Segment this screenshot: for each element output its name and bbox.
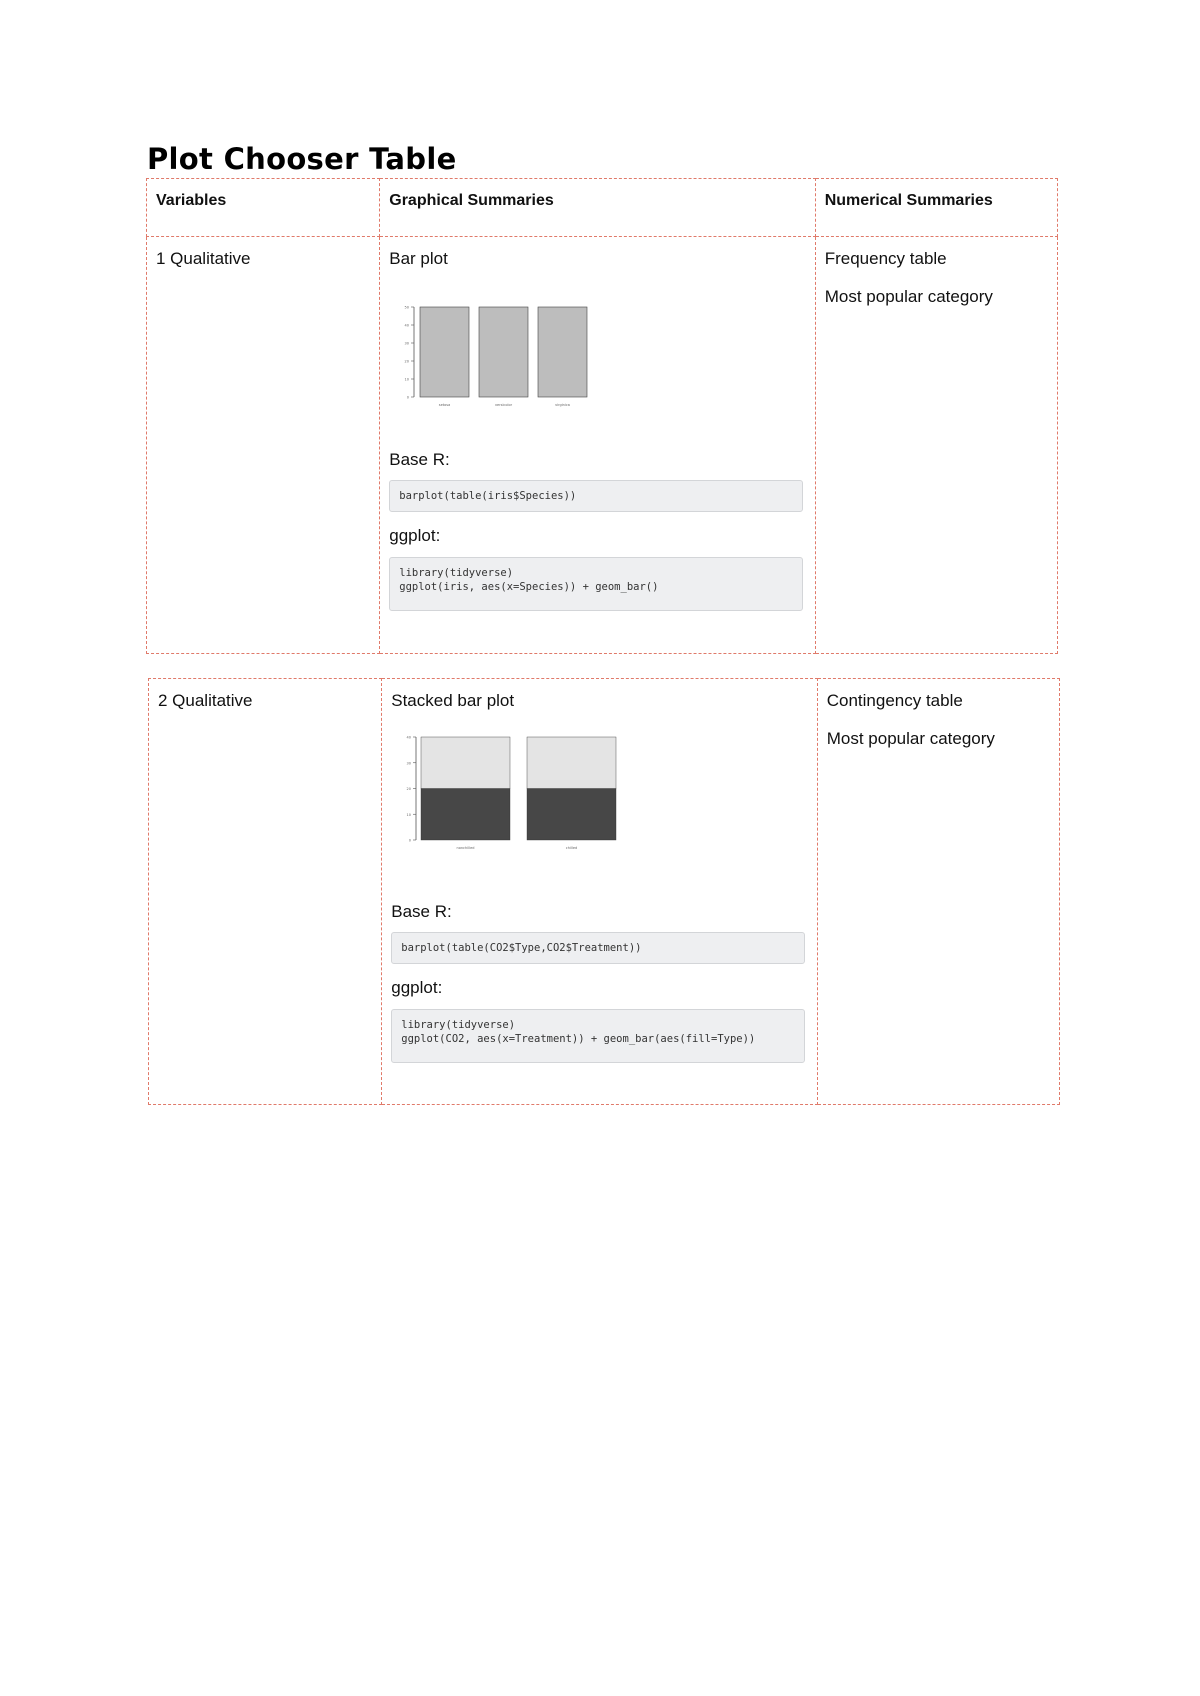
plot-thumbnail-wrap <box>380 269 814 422</box>
y-tick-label: 20 <box>406 787 412 791</box>
x-tick-label: setosa <box>439 403 451 407</box>
page-title: Plot Chooser Table <box>147 142 457 176</box>
bar <box>479 307 528 397</box>
bar <box>420 307 469 397</box>
y-tick-label: 10 <box>406 812 412 817</box>
numerical-cell <box>817 679 1059 1105</box>
plot-thumbnail-wrap <box>382 711 816 870</box>
table-row <box>149 679 1060 1105</box>
plot-chooser-table-continued <box>148 678 1060 1105</box>
header-row <box>147 179 1058 237</box>
numerical-cell <box>815 237 1057 654</box>
plot-name: Bar plot <box>389 249 448 268</box>
header-variables: Variables <box>156 192 227 209</box>
y-tick-label: 10 <box>404 377 410 382</box>
y-tick-label: 30 <box>406 761 412 766</box>
plot-chooser-table <box>146 178 1058 654</box>
graphical-cell <box>380 237 815 654</box>
y-tick-label: 0 <box>409 838 412 843</box>
y-tick-label: 40 <box>404 323 410 328</box>
base-r-code: barplot(table(iris$Species)) <box>389 480 803 512</box>
header-graphical-cell <box>380 179 815 237</box>
stacked-bar-plot-thumbnail <box>394 733 634 865</box>
bar-segment <box>527 789 616 841</box>
numerical-item: Most popular category <box>824 287 993 306</box>
header-numerical-cell <box>815 179 1057 237</box>
variables-cell <box>147 237 380 654</box>
y-tick-label: 20 <box>404 359 410 364</box>
base-r-label: Base R: <box>391 902 452 921</box>
x-tick-label: virginica <box>555 403 571 407</box>
x-tick-label: versicolor <box>495 403 513 407</box>
plot-name: Stacked bar plot <box>391 691 515 710</box>
variables-label: 2 Qualitative <box>158 691 253 710</box>
table-row <box>147 237 1058 654</box>
header-numerical: Numerical Summaries <box>824 192 993 209</box>
numerical-item: Most popular category <box>826 729 995 748</box>
graphical-cell <box>382 679 817 1105</box>
y-tick-label: 50 <box>404 305 410 310</box>
bar-segment <box>527 737 616 789</box>
y-tick-label: 0 <box>407 395 410 400</box>
bar-plot-thumbnail <box>392 287 612 417</box>
bar-segment <box>421 737 510 789</box>
ggplot-code: library(tidyverse) ggplot(CO2, aes(x=Treatment)) + geom_bar(aes(fill=Type)) <box>391 1009 805 1063</box>
bar-segment <box>421 789 510 841</box>
header-graphical: Graphical Summaries <box>389 192 554 209</box>
ggplot-label: ggplot: <box>389 526 441 545</box>
numerical-item: Frequency table <box>824 249 947 268</box>
y-tick-label: 40 <box>406 735 412 740</box>
base-r-code: barplot(table(CO2$Type,CO2$Treatment)) <box>391 932 805 964</box>
variables-cell <box>149 679 382 1105</box>
ggplot-code: library(tidyverse) ggplot(iris, aes(x=Species)) + geom_bar() <box>389 557 803 611</box>
variables-label: 1 Qualitative <box>156 249 251 268</box>
ggplot-label: ggplot: <box>391 978 443 997</box>
x-tick-label: nonchilled <box>456 846 475 850</box>
header-variables-cell <box>147 179 380 237</box>
bar <box>538 307 587 397</box>
base-r-label: Base R: <box>389 450 450 469</box>
y-tick-label: 30 <box>404 341 410 346</box>
x-tick-label: chilled <box>566 846 578 850</box>
numerical-item: Contingency table <box>826 691 963 710</box>
